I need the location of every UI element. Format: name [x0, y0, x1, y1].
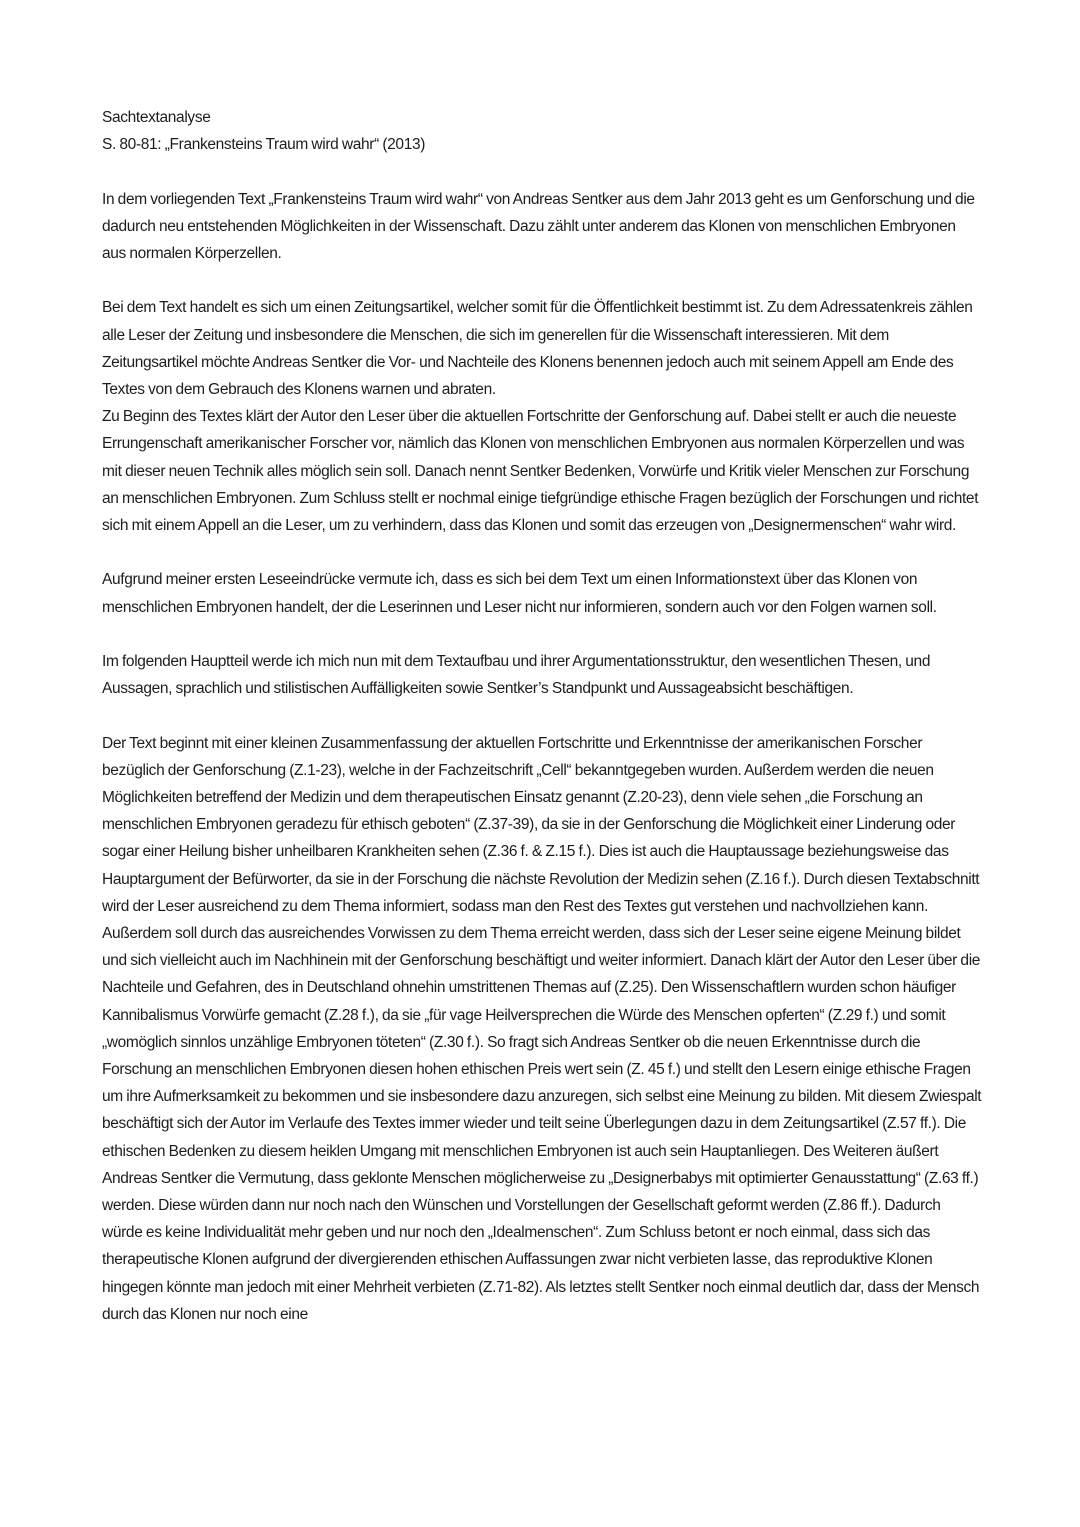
paragraph-introduction: In dem vorliegenden Text „Frankensteins Traum wird wahr“ von Andreas Sentker aus dem Jahr 2013 geht es um Genforschung und die dadurch neu entstehenden Möglichkeiten in der Wissenschaft. Dazu zählt unter anderem das Klonen von menschlichen Embryonen aus normalen Körperzellen.	[102, 190, 975, 262]
paragraph-gap	[102, 158, 982, 185]
paragraph-gap	[102, 267, 982, 294]
paragraph-transition: Im folgenden Hauptteil werde ich mich nun mit dem Textaufbau und ihrer Argumentationsstruktur, den wesentlichen Thesen, und Aussagen, sprachlich und stilistischen Auffälligkeiten sowie Sentker’s Standpunkt und Aussageabsicht beschäftigen.	[102, 653, 931, 698]
paragraph-first-impression: Aufgrund meiner ersten Leseeindrücke vermute ich, dass es sich bei dem Text um einen Informationstext über das Klonen von menschlichen Embryonen handelt, der die Leserinnen und Leser nicht nur informieren, sondern auch vor den Folgen warnen soll.	[102, 571, 937, 616]
paragraph-text-type: Bei dem Text handelt es sich um einen Zeitungsartikel, welcher somit für die Öffentlichkeit bestimmt ist. Zu dem Adressatenkreis zählen alle Leser der Zeitung und insbesondere die Menschen, die sich im generellen für die Wissenschaft interessieren. Mit dem Zeitungsartikel möchte Andreas Sentker die Vor- und Nachteile des Klonens benennen jedoch auch mit seinem Appell am Ende des Textes von dem Gebrauch des Klonens warnen und abraten.	[102, 299, 973, 398]
document-page	[102, 104, 982, 1328]
paragraph-gap	[102, 539, 982, 566]
paragraph-main-analysis: Der Text beginnt mit einer kleinen Zusammenfassung der aktuellen Fortschritte und Erkenntnisse der amerikanischen Forscher bezüglich der Genforschung (Z.1-23), welche in der Fachzeitschrift „Cell“ bekanntgegeben wurden. Außerdem werden die neuen Möglichkeiten betreffend der Medizin und dem therapeutischen Einsatz genannt (Z.20-23), denn viele sehen „die Forschung an menschlichen Embryonen geradezu für ethisch geboten“ (Z.37-39), da sie in der Genforschung die Möglichkeit einer Linderung oder sogar einer Heilung bisher unheilbaren Krankheiten sehen (Z.36 f. & Z.15 f.). Dies ist auch die Hauptaussage beziehungsweise das Hauptargument der Befürworter, da sie in der Forschung die nächste Revolution der Medizin sehen (Z.16 f.). Durch diesen Textabschnitt wird der Leser ausreichend zu dem Thema informiert, sodass man den Rest des Textes gut verstehen und nachvollziehen kann. Außerdem soll durch das ausreichendes Vorwissen zu dem Thema erreicht werden, dass sich der Leser seine eigene Meinung bildet und sich vielleicht auch im Nachhinein mit der Genforschung beschäftigt und weiter informiert. Danach klärt der Autor den Leser über die Nachteile und Gefahren, des in Deutschland ohnehin umstrittenen Themas auf (Z.25). Den Wissenschaftlern wurden schon häufiger Kannibalismus Vorwürfe gemacht (Z.28 f.), da sie „für vage Heilversprechen die Würde des Menschen opferten“ (Z.29 f.) und somit „womöglich sinnlos unzählige Embryonen töteten“ (Z.30 f.). So fragt sich Andreas Sentker ob die neuen Erkenntnisse durch die Forschung an menschlichen Embryonen diesen hohen ethischen Preis wert sein (Z. 45 f.) und stellt den Lesern einige ethische Fragen um ihre Aufmerksamkeit zu bekommen und sie insbesondere dazu anzuregen, sich selbst eine Meinung zu bilden. Mit diesem Zwiespalt beschäftigt sich der Autor im Verlaufe des Textes immer wieder und teilt seine Überlegungen dazu in dem Zeitungsartikel (Z.57 ff.). Die ethischen Bedenken zu diesem heiklen Umgang mit menschlichen Embryonen ist auch sein Hauptanliegen. Des Weiteren äußert Andreas Sentker die Vermutung, dass geklonte Menschen möglicherweise zu „Designerbabys mit optimierter Genausstattung“ (Z.63 ff.) werden. Diese würden dann nur noch nach den Wünschen und Vorstellungen der Gesellschaft geformt werden (Z.86 ff.). Dadurch würde es keine Individualität mehr geben und nur noch den „Idealmenschen“. Zum Schluss betont er noch einmal, dass sich das therapeutische Klonen aufgrund der divergierenden ethischen Auffassungen zwar nicht verbieten lasse, das reproduktive Klonen hingegen könnte man jedoch mit einer Mehrheit verbieten (Z.71-82). Als letztes stellt Sentker noch einmal deutlich dar, dass der Mensch durch das Klonen nur noch eine	[102, 734, 982, 1323]
paragraph-gap	[102, 702, 982, 729]
source-reference: S. 80-81: „Frankensteins Traum wird wahr“ (2013)	[102, 136, 426, 154]
document-type-heading: Sachtextanalyse	[102, 109, 211, 126]
paragraph-summary: Zu Beginn des Textes klärt der Autor den Leser über die aktuellen Fortschritte der Genforschung auf. Dabei stellt er auch die neueste Errungenschaft amerikanischer Forscher vor, nämlich das Klonen von menschlichen Embryonen aus normalen Körperzellen und was mit dieser neuen Technik alles möglich sein soll. Danach nennt Sentker Bedenken, Vorwürfe und Kritik vieler Menschen zur Forschung an menschlichen Embryonen. Zum Schluss stellt er nochmal einige tiefgründige ethische Fragen bezüglich der Forschungen und richtet sich mit einem Appell an die Leser, um zu verhindern, dass das Klonen und somit das erzeugen von „Designermenschen“ wahr wird.	[102, 408, 979, 535]
paragraph-gap	[102, 621, 982, 648]
